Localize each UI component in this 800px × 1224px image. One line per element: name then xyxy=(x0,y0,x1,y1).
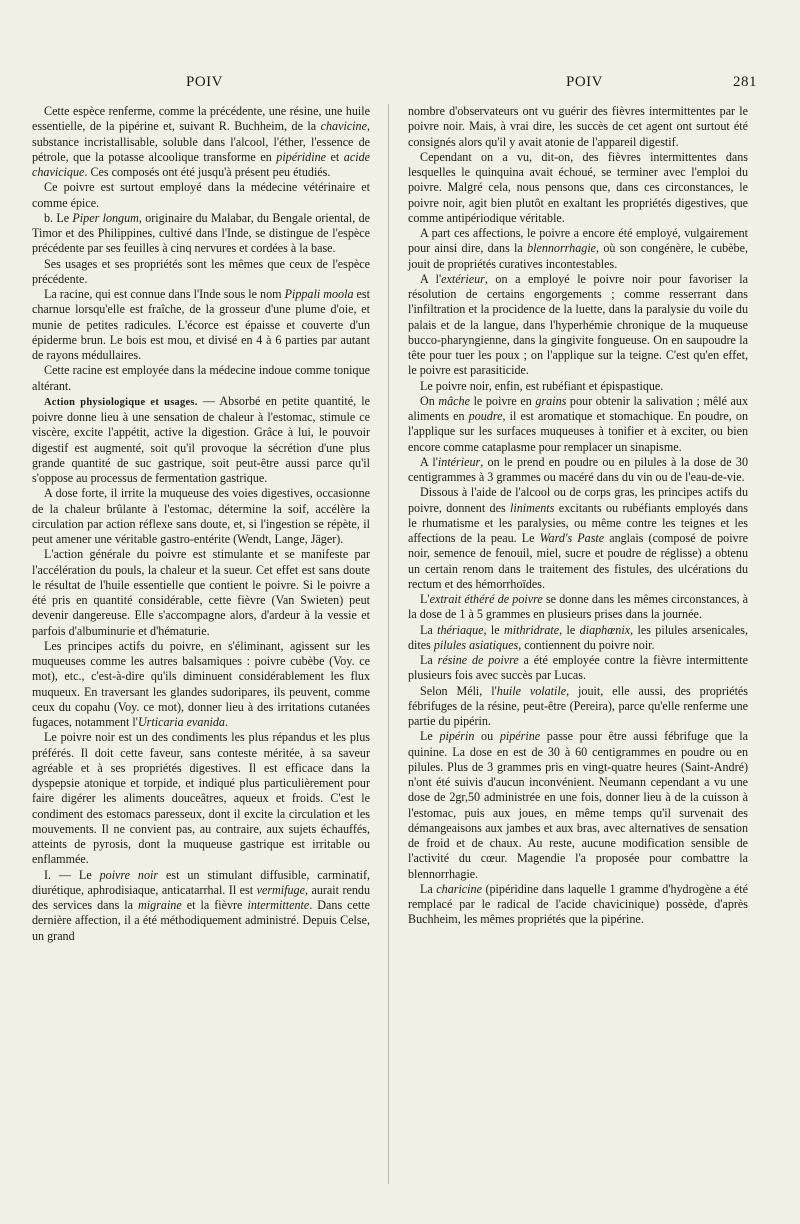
paragraph: I. — Le poivre noir est un stimulant diffusible, carminatif, diurétique, aphrodisiaque, anticatarrhal. Il est vermifuge, aurait rendu des services dans la migraine et la fièvre intermittente. Dans cette dernière affection, il a été méthodiquement administré. Depuis Celse, un grand xyxy=(32,867,371,943)
paragraph: Selon Méli, l'huile volatile, jouit, elle aussi, des propriétés fébrifuges de la résine, peut-être (Pereira), parce qu'elle renferme une partie du pipérin. xyxy=(408,683,749,728)
paragraph: Cette racine est employée dans la médecine indoue comme tonique altérant. xyxy=(32,363,370,393)
running-head-right: POIV xyxy=(566,74,604,90)
paragraph: La charicine (pipéridine dans laquelle 1 gramme d'hydrogène a été remplacé par le radical de l'acide chavicinique) possède, d'après Buchheim, les mêmes propriétés que la pipérine. xyxy=(408,881,748,927)
paragraph: A dose forte, il irrite la muqueuse des voies digestives, occasionne de la chaleur brûlante à l'estomac, détermine la soif, accélère la circulation par action réflexe sans doute, et, si l'ingestion se répète, il peut amener une véritable gastro-entérite (Wendt, Lange, Jäger). xyxy=(32,486,370,546)
left-column xyxy=(32,104,370,944)
right-column xyxy=(408,104,748,928)
paragraph: La résine de poivre a été employée contre la fièvre intermittente plusieurs fois avec succès par Lucas. xyxy=(408,653,749,683)
paragraph: Le poivre noir, enfin, est rubéfiant et épispastique. xyxy=(420,378,664,393)
section-heading: Action physiologique et usages. xyxy=(44,396,198,408)
paragraph: Dissous à l'aide de l'alcool ou de corps gras, les principes actifs du poivre, donnent des liniments excitants ou rubéfiants employés dans le rhumatisme et les paralysies, ou même contre les teignes et les affections de la peau. Le Ward's Paste anglais (composé de poivre noir, semence de fenouil, miel, sucre et poudre de réglisse) a obtenu un certain renom dans le traitement des fistules, des ulcérations du rectum et des hémorrhoïdes. xyxy=(408,485,749,591)
column-divider xyxy=(388,104,389,1184)
paragraph: Le pipérin ou pipérine passe pour être aussi fébrifuge que la quinine. La dose en est de 30 à 60 centigrammes en poudre ou en pilules. Plus de 3 grammes pris en vingt-quatre heures (Saint-André) n'ont été suivis d'aucun inconvénient. Neumann cependant a vu une dose de 2gr,50 administrée en une fois, donner lieu à de la cuisson à l'estomac, puis aux joues, en même temps qu'il survenait des démangeaisons aux jambes et aux bras, avec alternatives de sensation de froid et de chaux. Au reste, aucune modification sensible de l'activité du cœur. Magendie l'a proposée pour combattre la blennorrhagie. xyxy=(408,729,748,881)
paragraph: L'extrait éthéré de poivre se donne dans les mêmes circonstances, à la dose de 1 à 5 grammes en plusieurs prises dans la journée. xyxy=(408,592,749,622)
paragraph: A l'extérieur, on a employé le poivre noir pour favoriser la résolution de certains engorgements ; comme resserrant dans l'infiltration et la procidence de la luette, dans la paralysie du voile du palais et de la langue, dans l'hyperhémie chronique de la muqueuse bucco-pharyngienne, dans la gingivite fongueuse. On en saupoudre la tête pour tuer les poux ; on l'applique sur la teigne. C'est qu'en effet, le poivre est parasiticide. xyxy=(408,271,748,378)
paragraph: A l'intérieur, on le prend en poudre ou en pilules à la dose de 30 centigrammes à 3 grammes ou macéré dans du vin ou de l'eau-de-vie. xyxy=(408,454,748,484)
running-head-left: POIV xyxy=(186,74,224,90)
paragraph: La thériaque, le mithridrate, le diaphœnix, les pilules arsenicales, dites pilules asiatiques, contiennent du poivre noir. xyxy=(408,622,748,652)
paragraph: Le poivre noir est un des condiments les plus répandus et les plus préférés. Il doit cette faveur, sans conteste méritée, à sa saveur agréable et à ses propriétés digestives. Il est efficace dans la dyspepsie atonique et torpide, et indiqué plus particulièrement pour faire digérer les aliments douceâtres, aqueux et froids. C'est le condiment des estomacs paresseux, dont il excite la circulation et les mouvements. Il ne convient pas, au contraire, aux sujets échauffés, atteints de pyrosis, dont la muqueuse gastrique est irritable ou enflammée. xyxy=(32,730,370,867)
paragraph: Ce poivre est surtout employé dans la médecine vétérinaire et comme épice. xyxy=(32,180,370,210)
paragraph: b. Le Piper longum, originaire du Malabar, du Bengale oriental, de Timor et des Philippines, cultivé dans l'Inde, se distingue de l'espèce précédente par ses feuilles à cinq nervures et cordées à la base. xyxy=(32,210,370,256)
paragraph: A part ces affections, le poivre a encore été employé, vulgairement pour ainsi dire, dans la blennorrhagie, où son congénère, le cubèbe, jouit de propriétés curatives incontestables. xyxy=(408,226,748,271)
paragraph: Les principes actifs du poivre, en s'éliminant, agissent sur les muqueuses comme les autres balsamiques : poivre cubèbe (Voy. ce mot), etc., c'est-à-dire qu'ils diminuent considérablement les flux muqueux. En traversant les glandes sudoripares, ils peuvent, comme ceux du copahu (Voy. ce mot), donner lieu à des irritations cutanées fugaces, notamment l'Urticaria evanida. xyxy=(32,638,370,729)
page-number: 281 xyxy=(733,74,757,90)
paragraph: Ses usages et ses propriétés sont les mêmes que ceux de l'espèce précédente. xyxy=(32,256,370,286)
paragraph: Cette espèce renferme, comme la précédente, une résine, une huile essentielle, de la pipérine et, suivant R. Buchheim, de la chavicine, substance incristallisable, soluble dans l'alcool, l'éther, l'essence de pétrole, que la potasse alcoolique transforme en pipéridine et acide chavicique. Ces composés ont été jusqu'à présent peu étudiés. xyxy=(32,104,370,179)
paragraph: nombre d'observateurs ont vu guérir des fièvres intermittentes par le poivre noir. Mais, à vrai dire, les succès de cet agent ont surtout été consignés alors qu'il y avait atonie de l'appareil digestif. xyxy=(408,104,748,149)
paragraph: Action physiologique et usages. — Absorbé en petite quantité, le poivre donne lieu à une sensation de chaleur à l'estomac, stimule ce viscère, excite l'appétit, active la digestion. Grâce à lui, le pouvoir digestif est augmenté, soit qu'il provoque la sécrétion d'une plus grande quantité de suc gastrique, soit peut-être aussi parce qu'il s'oppose au processus de fermentation gastrique. xyxy=(32,393,371,485)
paragraph: On mâche le poivre en grains pour obtenir la salivation ; mêlé aux aliments en poudre, il est aromatique et stomachique. En poudre, on l'applique sur les surfaces muqueuses à tonifier et à exciter, ou bien encore comme cataplasme pour remplacer un sinapisme. xyxy=(408,393,749,454)
paragraph: L'action générale du poivre est stimulante et se manifeste par l'accélération du pouls, la chaleur et la sueur. Cet effet est sans doute le résultat de l'huile essentielle que contient le poivre. Si le poivre a été pris en quantité considérable, cette fièvre (Van Swieten) peut devenir dangereuse. Elle s'accompagne alors, d'ardeur à la vessie et parfois d'albuminurie et d'hématurie. xyxy=(32,547,370,638)
paragraph: La racine, qui est connue dans l'Inde sous le nom Pippali moola est charnue lorsqu'elle est fraîche, de la grosseur d'une plume d'oie, et munie de petites radicules. L'écorce est épaisse et couverte d'un épiderme brun. Le bois est mou, et divisé en 4 à 6 parties par autant de rayons médullaires. xyxy=(32,287,370,362)
paragraph: Cependant on a vu, dit-on, des fièvres intermittentes dans lesquelles le quinquina avait échoué, se terminer avec l'emploi du poivre. Malgré cela, nous pensons que, dans ces circonstances, le poivre noir, agit bien plutôt en exaltant les propriétés digestives, que comme antipériodique véritable. xyxy=(408,149,748,225)
